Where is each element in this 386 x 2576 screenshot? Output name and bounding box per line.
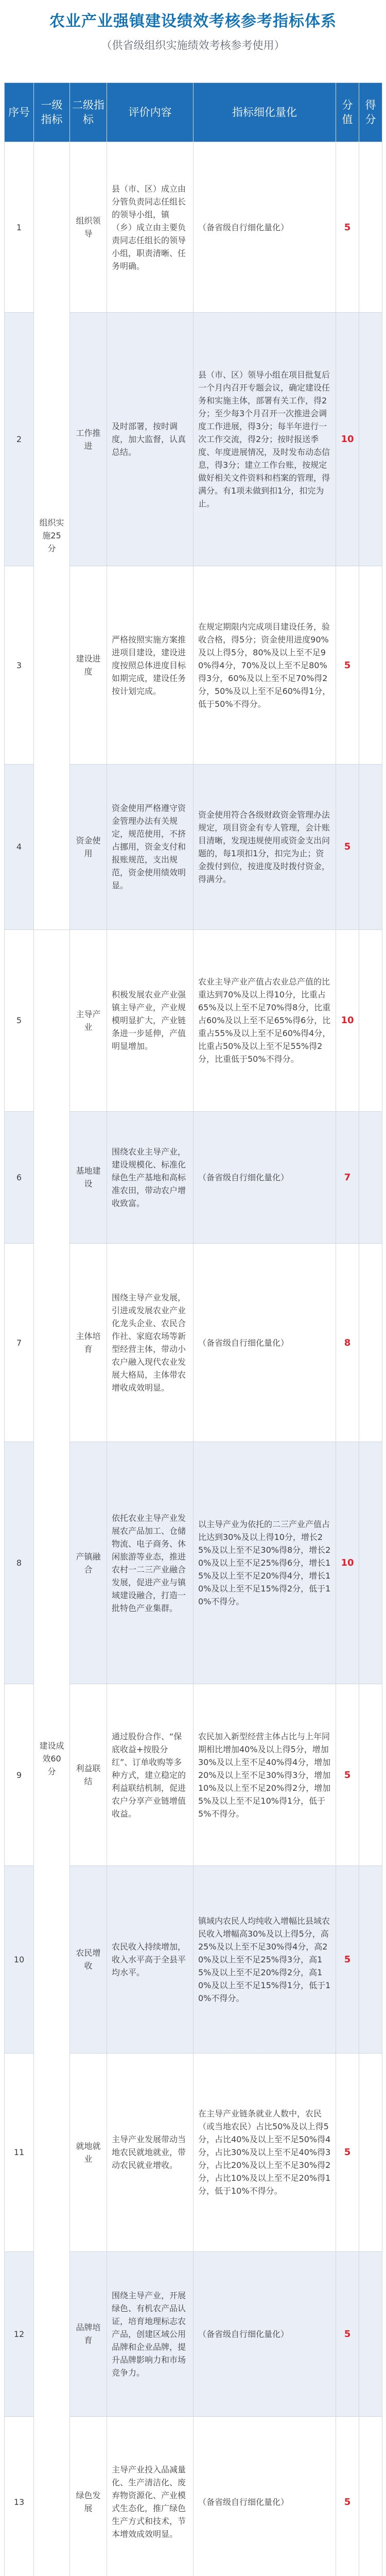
detail-cell: 镇域内农民人均纯收入增幅比县域农民收入增幅高30%及以上得5分，高25%及以上至不足30%得4分，高20%及以上至不足25%得3分，高15%及以上至不足20%得2分，高10%及以上至不足15%得1分，低于10%不得分。 (194, 1866, 336, 2053)
content-cell: 围绕农业主导产业，建设规模化、标准化绿色生产基地和高标准农田，带动农户增收致富。 (107, 1111, 194, 1244)
score-cell: 5 (336, 142, 359, 313)
detail-cell: （备省级自行细化量化） (194, 1244, 336, 1442)
detail-cell: 农业主导产业产值占农业总产值的比重达到70%及以上得10分，比重占65%及以上至不足70%得8分，比重占60%及以上至不足65%得6分，比重占55%及以上至不足60%得4分，比重占50%及以上至不足55%得2分，比重低于50%不得分。 (194, 929, 336, 1111)
level2-cell: 组织领导 (70, 142, 107, 313)
detail-cell: 在规定期限内完成项目建设任务，验收合格，得5分；资金使用进度90%及以上得5分，80%及以上至不足90%得4分，70%及以上至不足80%得3分，60%及以上至不足70%得2分，50%及以上至不足60%得1分，低于50%不得分。 (194, 566, 336, 765)
level2-cell: 工作推进 (70, 313, 107, 566)
content-cell: 主导产业投入品减量化、生产清洁化、废弃物资源化、产业模式生态化，推广绿色生产方式和技术，节本增效成效明显。 (107, 2417, 194, 2576)
level2-cell: 就地就业 (70, 2053, 107, 2251)
earned-cell (359, 313, 382, 566)
header-earned: 得分 (359, 83, 382, 142)
score-cell: 5 (336, 1684, 359, 1866)
header-level1: 一级指标 (34, 83, 70, 142)
detail-cell: 在主导产业链条就业人数中，农民（或当地农民）占比50%及以上得5分，占比40%及以上至不足50%得4分，占比30%及以上至不足40%得3分，占比20%及以上至不足30%得2分，占比10%及以上至不足20%得1分，低于10%不得分。 (194, 2053, 336, 2251)
level2-cell: 基地建设 (70, 1111, 107, 1244)
earned-cell (359, 929, 382, 1111)
row-number: 10 (5, 1866, 34, 2053)
detail-cell: （备省级自行细化量化） (194, 142, 336, 313)
score-cell: 5 (336, 2251, 359, 2417)
level2-cell: 产镇融合 (70, 1442, 107, 1684)
header-content: 评价内容 (107, 83, 194, 142)
content-cell: 围绕主导产业发展，引进或发展农业产业化龙头企业、农民合作社、家庭农场等新型经营主体，带动小农户融入现代农业发展大格局，主体带农增收成效明显。 (107, 1244, 194, 1442)
header-number: 序号 (5, 83, 34, 142)
detail-cell: （备省级自行细化量化） (194, 2417, 336, 2576)
indicator-table (4, 82, 382, 2576)
row-number: 1 (5, 142, 34, 313)
row-number: 7 (5, 1244, 34, 1442)
row-number: 6 (5, 1111, 34, 1244)
score-cell: 5 (336, 2417, 359, 2576)
score-cell: 8 (336, 1244, 359, 1442)
content-cell: 围绕主导产业，开展绿色、有机农产品认证，培育地理标志农产品，创建区域公用品牌和企业品牌，提升品牌影响力和市场竞争力。 (107, 2251, 194, 2417)
earned-cell (359, 765, 382, 930)
level2-cell: 主体培育 (70, 1244, 107, 1442)
detail-cell: 农民加入新型经营主体占比与上年同期相比增加40%及以上得5分，增加30%及以上至不足40%得4分，增加20%及以上至不足30%得3分，增加10%及以上至不足20%得2分，增加5%及以上至不足10%得1分，低于5%不得分。 (194, 1684, 336, 1866)
table-header-row (5, 83, 382, 142)
content-cell: 通过股份合作、“保底收益+按股分红”、订单收购等多种方式，建立稳定的利益联结机制，促进农户分享产业链增值收益。 (107, 1684, 194, 1866)
score-cell: 10 (336, 313, 359, 566)
earned-cell (359, 1442, 382, 1684)
score-cell: 5 (336, 1866, 359, 2053)
content-cell: 积极发展农业产业强镇主导产业，产业规模明显扩大，产业链条进一步延伸，产值明显增加。 (107, 929, 194, 1111)
earned-cell (359, 1684, 382, 1866)
row-number: 11 (5, 2053, 34, 2251)
page-subtitle: （供省级组织实施绩效考核参考使用） (101, 39, 285, 52)
earned-cell (359, 566, 382, 765)
score-cell: 7 (336, 1111, 359, 1244)
row-number: 3 (5, 566, 34, 765)
level1-cell: 组织实施25分 (34, 142, 70, 930)
row-number: 9 (5, 1684, 34, 1866)
content-cell: 依托农业主导产业发展农产品加工、仓储物流、电子商务、休闲旅游等业态，推进农村一二三产业融合发展，促进产业与镇域建设融合，打造一批特色产业集群。 (107, 1442, 194, 1684)
row-number: 4 (5, 765, 34, 930)
table-row (5, 929, 382, 1111)
header-score: 分值 (336, 83, 359, 142)
detail-cell: （备省级自行细化量化） (194, 2251, 336, 2417)
content-cell: 及时部署，按时调度，加大监督，认真总结。 (107, 313, 194, 566)
row-number: 5 (5, 929, 34, 1111)
page-title: 农业产业强镇建设绩效考核参考指标体系 (49, 12, 337, 30)
level2-cell: 利益联结 (70, 1684, 107, 1866)
content-cell: 严格按照实施方案推进项目建设，建设进度按照总体进度目标如期完成，建设任务按计划完成。 (107, 566, 194, 765)
level2-cell: 品牌培育 (70, 2251, 107, 2417)
level2-cell: 资金使用 (70, 765, 107, 930)
score-cell: 5 (336, 2053, 359, 2251)
detail-cell: 以主导产业为依托的二三产业产值占比达到30%及以上得10分，增长25%及以上至不足30%得8分，增长20%及以上至不足25%得6分，增长15%及以上至不足20%得4分，增长10%及以上至不足15%得2分，低于10%不得分。 (194, 1442, 336, 1684)
detail-cell: 县（市、区）领导小组在项目批复后一个月内召开专题会议，确定建设任务和实施主体，部署有关工作，得2分；至少每3个月召开一次推进会调度工作进展，得3分；每半年进行一次工作交流，得2分；按时报送季度、年度进展情况，及时发布动态信息，得3分；建立工作台账，按规定做好相关文件资料和档案的管理，得满分。有1项未做到扣1分，扣完为止。 (194, 313, 336, 566)
score-cell: 10 (336, 1442, 359, 1684)
content-cell: 主导产业发展带动当地农民就地就业，带动农民就业增收。 (107, 2053, 194, 2251)
earned-cell (359, 2053, 382, 2251)
earned-cell (359, 2417, 382, 2576)
score-cell: 5 (336, 566, 359, 765)
content-cell: 资金使用严格遵守资金管理办法有关规定，规范使用，不挤占挪用，资金支付和报账规范，支出规范，资金使用绩效明显。 (107, 765, 194, 930)
earned-cell (359, 2251, 382, 2417)
content-cell: 农民收入持续增加，收入水平高于全县平均水平。 (107, 1866, 194, 2053)
row-number: 8 (5, 1442, 34, 1684)
detail-cell: （备省级自行细化量化） (194, 1111, 336, 1244)
table-row (5, 142, 382, 313)
row-number: 13 (5, 2417, 34, 2576)
row-number: 2 (5, 313, 34, 566)
level2-cell: 绿色发展 (70, 2417, 107, 2576)
detail-cell: 资金使用符合各级财政资金管理办法规定，项目资金有专人管理，会计账目清晰，发现违规使用或资金支出问题的，每1项扣1分，扣完为止；资金拨付到位，按进度及时拨付资金，得满分。 (194, 765, 336, 930)
row-number: 12 (5, 2251, 34, 2417)
score-cell: 5 (336, 765, 359, 930)
level2-cell: 建设进度 (70, 566, 107, 765)
earned-cell (359, 1111, 382, 1244)
score-cell: 10 (336, 929, 359, 1111)
earned-cell (359, 1866, 382, 2053)
level1-cell: 建设成效60分 (34, 929, 70, 2576)
earned-cell (359, 1244, 382, 1442)
earned-cell (359, 142, 382, 313)
header-level2: 二级指标 (70, 83, 107, 142)
level2-cell: 主导产业 (70, 929, 107, 1111)
content-cell: 县（市、区）成立由分管负责同志任组长的领导小组，镇（乡）成立由主要负责同志任组长的领导小组，职责清晰、任务明确。 (107, 142, 194, 313)
header-detail: 指标细化量化 (194, 83, 336, 142)
level2-cell: 农民增收 (70, 1866, 107, 2053)
